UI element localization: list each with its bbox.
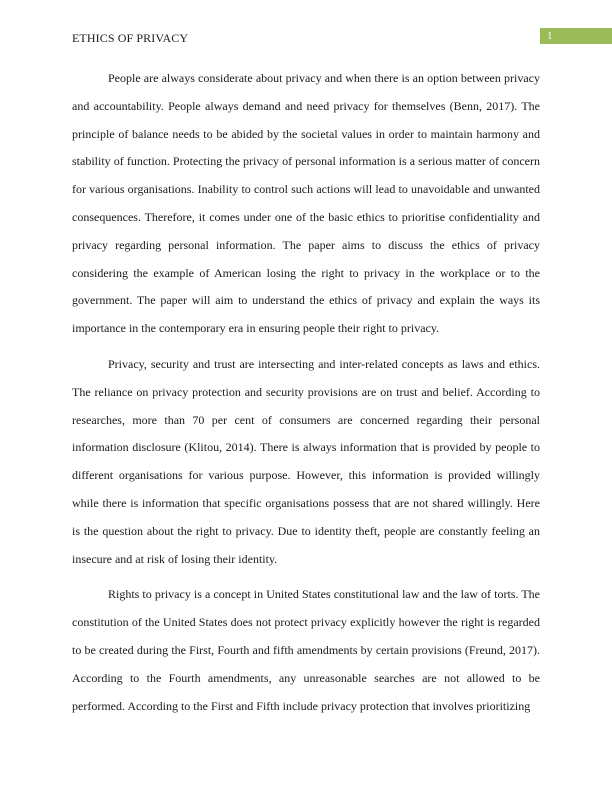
page-number-badge: 1 <box>540 28 612 44</box>
paragraph-rights-to-privacy: Rights to privacy is a concept in United States constitutional law and the law of torts. The constitution of the United States does not protect privacy explicitly however the right is regarded to be created during the First, Fourth and fifth amendments by certain provisions (Freund, 2017). According to the Fourth amendments, any unreasonable searches are not allowed to be performed. According to the First and Fifth include privacy protection that involves prioritizing <box>72 587 540 713</box>
paragraph-privacy-security-trust: Privacy, security and trust are intersecting and inter-related concepts as laws and ethics. The reliance on privacy protection and security provisions are on trust and belief. According to researches, more than 70 per cent of consumers are concerned regarding their personal information disclosure (Klitou, 2014). There is always information that is provided by people to different organisations for various purpose. However, this information is provided willingly while there is information that specific organisations possess that are not shared willingly. Here is the question about the right to privacy. Due to identity theft, people are constantly feeling an insecure and at risk of losing their identity. <box>72 356 540 566</box>
running-header-title: ETHICS OF PRIVACY <box>72 31 189 45</box>
paragraph-intro: People are always considerate about privacy and when there is an option between privacy and accountability. People always demand and need privacy for themselves (Benn, 2017). The principle of balance needs to be abided by the societal values in order to maintain harmony and stability of function. Protecting the privacy of personal information is a serious matter of concern for various organisations. Inability to control such actions will lead to unavoidable and unwanted consequences. Therefore, it comes under one of the basic ethics to prioritise confidentiality and privacy regarding personal information. The paper aims to discuss the ethics of privacy considering the example of American losing the right to privacy in the workplace or to the government. The paper will aim to understand the ethics of privacy and explain the ways its importance in the contemporary era in ensuring people their right to privacy. <box>72 71 540 336</box>
document-body <box>72 65 540 728</box>
